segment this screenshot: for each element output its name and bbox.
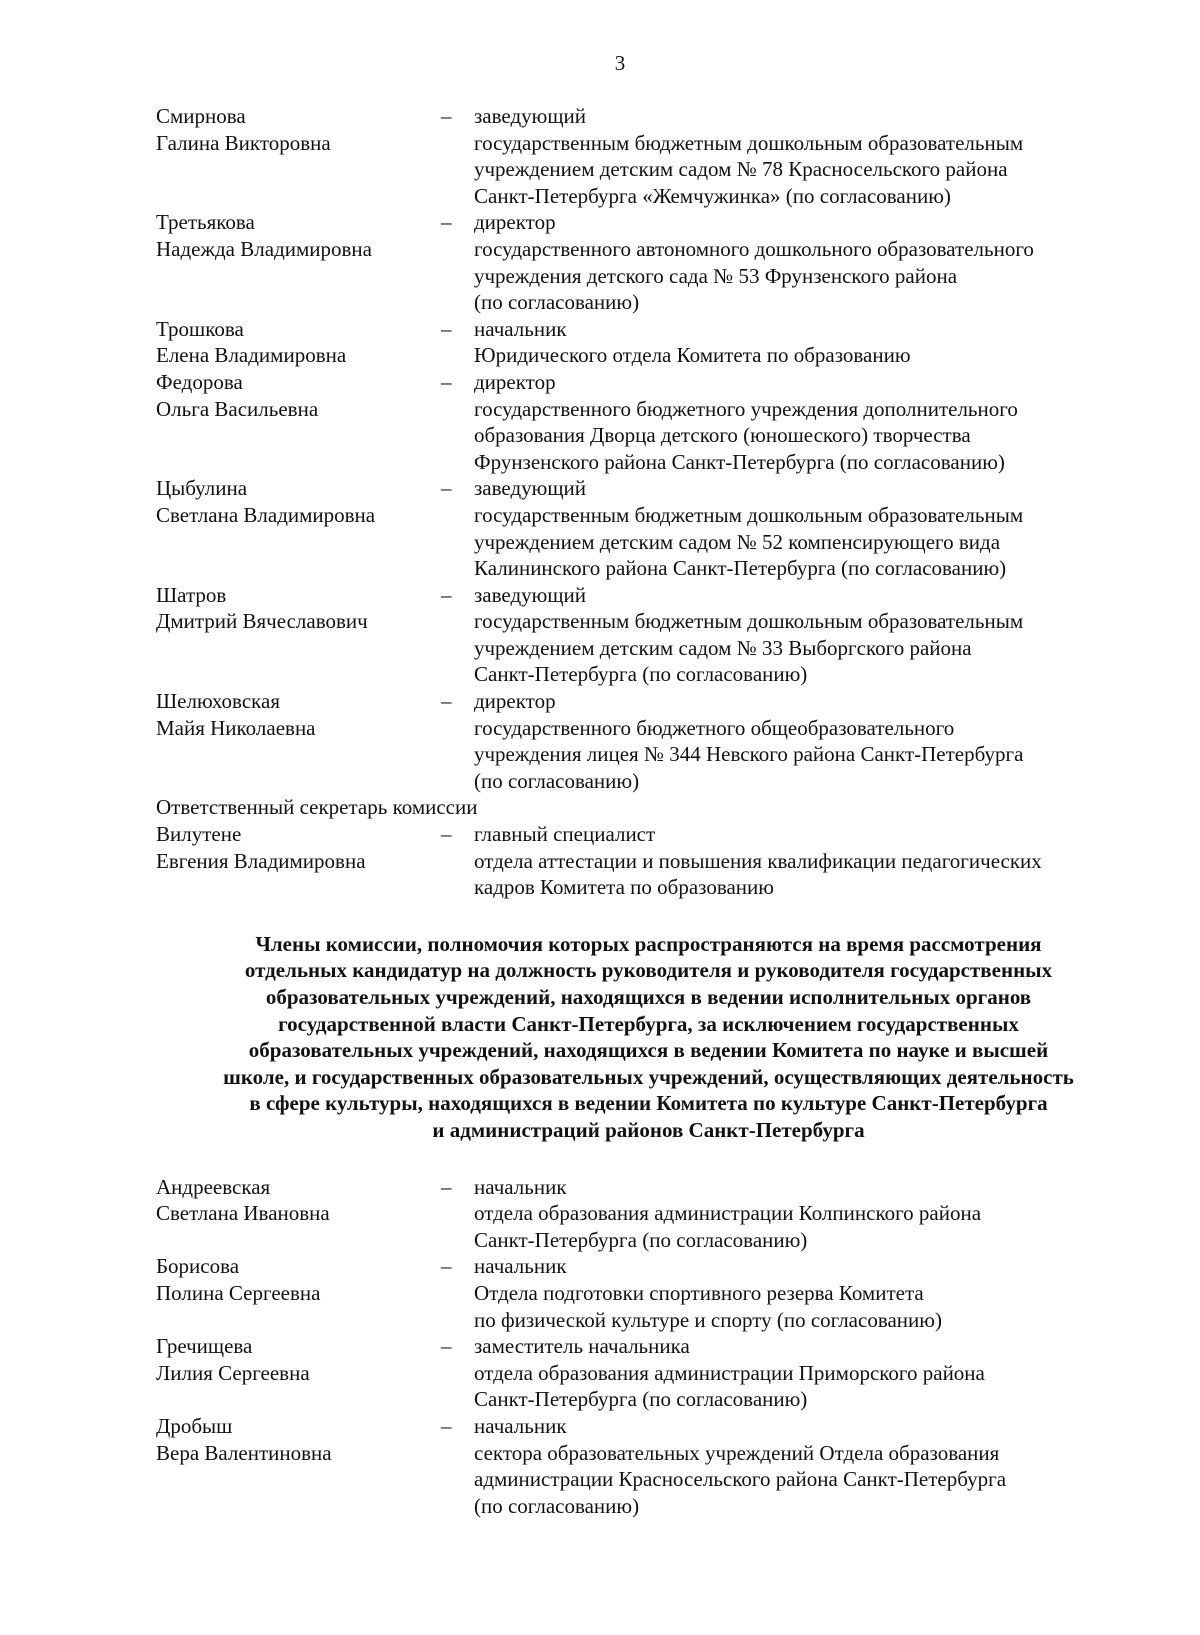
dash-separator: – (441, 210, 452, 235)
position-detail-line: Юридического отдела Комитета по образованию (474, 343, 911, 368)
document-body (156, 103, 1166, 1519)
member-name (156, 1333, 426, 1386)
position-title: заведующий (474, 582, 586, 607)
member-given-names: Светлана Владимировна (156, 502, 376, 527)
position-detail-line: государственным бюджетным дошкольным образовательным (474, 609, 1024, 634)
position-detail-line: Санкт-Петербурга (по согласованию) (474, 1387, 808, 1412)
position-detail-line: учреждением детским садом № 52 компенсирующего вида (474, 529, 1001, 554)
member-name (156, 1253, 426, 1306)
member-name (156, 821, 426, 874)
position-title: начальник (474, 1174, 567, 1199)
member-given-names: Елена Владимировна (156, 343, 347, 368)
dash-separator: – (441, 1413, 452, 1438)
dash-separator: – (441, 369, 452, 394)
position-title: директор (474, 689, 556, 714)
member-position (474, 688, 1166, 794)
position-detail-line: отдела образования администрации Приморского района (474, 1360, 985, 1385)
member-given-names: Светлана Ивановна (156, 1201, 330, 1226)
member-surname: Дробыш (156, 1413, 233, 1438)
member-given-names: Надежда Владимировна (156, 236, 372, 261)
member-name (156, 103, 426, 156)
member-given-names: Вера Валентиновна (156, 1440, 332, 1465)
member-surname: Шатров (156, 582, 227, 607)
member-name (156, 688, 426, 741)
member-entry (156, 821, 1166, 901)
position-detail-line: государственным бюджетным дошкольным образовательным (474, 130, 1024, 155)
dash-separator: – (441, 822, 452, 847)
position-detail-line: государственным бюджетным дошкольным образовательным (474, 502, 1024, 527)
member-given-names: Майя Николаевна (156, 715, 316, 740)
position-title: главный специалист (474, 822, 656, 847)
member-name (156, 209, 426, 262)
member-position (474, 209, 1166, 315)
position-detail-line: учреждением детским садом № 78 Красносельского района (474, 157, 1008, 182)
position-detail-line: кадров Комитета по образованию (474, 875, 774, 900)
member-position (474, 1174, 1166, 1254)
position-detail-line: Фрунзенского района Санкт-Петербурга (по согласованию) (474, 449, 1005, 474)
member-name (156, 475, 426, 528)
position-title: директор (474, 210, 556, 235)
position-detail-line: государственного бюджетного общеобразовательного (474, 715, 955, 740)
member-position (474, 1413, 1166, 1519)
position-detail-line: Санкт-Петербурга (по согласованию) (474, 1227, 808, 1252)
position-detail-line: сектора образовательных учреждений Отдела образования (474, 1440, 1000, 1465)
section-heading (156, 931, 1141, 1144)
member-surname: Федорова (156, 369, 243, 394)
page-number: 3 (614, 51, 626, 75)
member-position (474, 821, 1166, 901)
position-detail-line: (по согласованию) (474, 1493, 640, 1518)
position-title: начальник (474, 316, 567, 341)
member-entry (156, 316, 1166, 369)
member-name (156, 1413, 426, 1466)
member-entry (156, 1333, 1166, 1413)
dash-separator: – (441, 1334, 452, 1359)
heading-line: и администраций районов Санкт-Петербурга (432, 1117, 865, 1142)
member-entry (156, 209, 1166, 315)
member-position (474, 103, 1166, 209)
position-detail-line: учреждения лицея № 344 Невского района Санкт-Петербурга (474, 742, 1024, 767)
secretary-entry-container (156, 821, 1166, 901)
position-detail-line: Санкт-Петербурга (по согласованию) (474, 662, 808, 687)
position-detail-line: Калининского района Санкт-Петербурга (по согласованию) (474, 556, 1007, 581)
member-entry (156, 103, 1166, 209)
position-title: заместитель начальника (474, 1334, 690, 1359)
position-detail-line: учреждением детским садом № 33 Выборгского района (474, 635, 972, 660)
dash-separator: – (441, 1254, 452, 1279)
member-name (156, 369, 426, 422)
position-detail-line: (по согласованию) (474, 290, 640, 315)
member-surname: Третьякова (156, 210, 255, 235)
member-given-names: Ольга Васильевна (156, 396, 319, 421)
dash-separator: – (441, 476, 452, 501)
member-given-names: Дмитрий Вячеславович (156, 609, 368, 634)
dash-separator: – (441, 689, 452, 714)
members-list-part1 (156, 103, 1166, 794)
position-detail-line: Отдела подготовки спортивного резерва Комитета (474, 1280, 924, 1305)
position-title: начальник (474, 1254, 567, 1279)
member-given-names: Евгения Владимировна (156, 848, 366, 873)
member-name (156, 316, 426, 369)
member-name (156, 582, 426, 635)
member-position (474, 369, 1166, 475)
heading-line: государственной власти Санкт-Петербурга, за исключением государственных (278, 1011, 1019, 1036)
position-title: заведующий (474, 476, 586, 501)
member-position (474, 1333, 1166, 1413)
member-name (156, 1174, 426, 1227)
position-detail-line: учреждения детского сада № 53 Фрунзенского района (474, 263, 958, 288)
position-detail-line: отдела образования администрации Колпинского района (474, 1201, 982, 1226)
position-detail-line: образования Дворца детского (юношеского) творчества (474, 423, 971, 448)
position-title: заведующий (474, 104, 586, 128)
member-surname: Андреевская (156, 1174, 271, 1199)
position-detail-line: администрации Красносельского района Санкт-Петербурга (474, 1467, 1007, 1492)
position-detail-line: Санкт-Петербурга «Жемчужинка» (по согласованию) (474, 183, 951, 208)
member-surname: Борисова (156, 1254, 240, 1279)
position-detail-line: отдела аттестации и повышения квалификации педагогических (474, 848, 1042, 873)
position-detail-line: государственного бюджетного учреждения дополнительного (474, 396, 1018, 421)
member-entry (156, 369, 1166, 475)
heading-line: отдельных кандидатур на должность руководителя и руководителя государственных (244, 958, 1053, 983)
heading-line: Члены комиссии, полномочия которых распространяются на время рассмотрения (255, 931, 1042, 956)
members-list-part2 (156, 1174, 1166, 1520)
position-title: начальник (474, 1413, 567, 1438)
member-position (474, 475, 1166, 581)
member-position (474, 316, 1166, 369)
member-given-names: Галина Викторовна (156, 130, 331, 155)
heading-line: в сфере культуры, находящихся в ведении Комитета по культуре Санкт-Петербурга (249, 1091, 1048, 1116)
member-entry (156, 1253, 1166, 1333)
member-given-names: Полина Сергеевна (156, 1280, 321, 1305)
position-detail-line: по физической культуре и спорту (по согласованию) (474, 1307, 942, 1332)
member-given-names: Лилия Сергеевна (156, 1360, 310, 1385)
position-title: директор (474, 369, 556, 394)
member-entry (156, 1174, 1166, 1254)
member-surname: Трошкова (156, 316, 244, 341)
member-entry (156, 688, 1166, 794)
member-surname: Цыбулина (156, 476, 248, 501)
dash-separator: – (441, 582, 452, 607)
dash-separator: – (441, 316, 452, 341)
heading-line: школе, и государственных образовательных учреждений, осуществляющих деятельность (223, 1064, 1074, 1089)
position-detail-line: (по согласованию) (474, 768, 640, 793)
heading-line: образовательных учреждений, находящихся в ведении Комитета по науке и высшей (248, 1038, 1049, 1063)
member-position (474, 1253, 1166, 1333)
member-surname: Смирнова (156, 104, 246, 128)
member-surname: Вилутене (156, 822, 242, 847)
member-entry (156, 1413, 1166, 1519)
member-entry (156, 582, 1166, 688)
member-entry (156, 475, 1166, 581)
secretary-label: Ответственный секретарь комиссии (156, 795, 478, 820)
dash-separator: – (441, 104, 452, 128)
member-surname: Гречищева (156, 1334, 253, 1359)
member-position (474, 582, 1166, 688)
heading-line: образовательных учреждений, находящихся в ведении исполнительных органов (265, 985, 1032, 1009)
member-surname: Шелюховская (156, 689, 281, 714)
position-detail-line: государственного автономного дошкольного образовательного (474, 236, 1034, 261)
dash-separator: – (441, 1174, 452, 1199)
